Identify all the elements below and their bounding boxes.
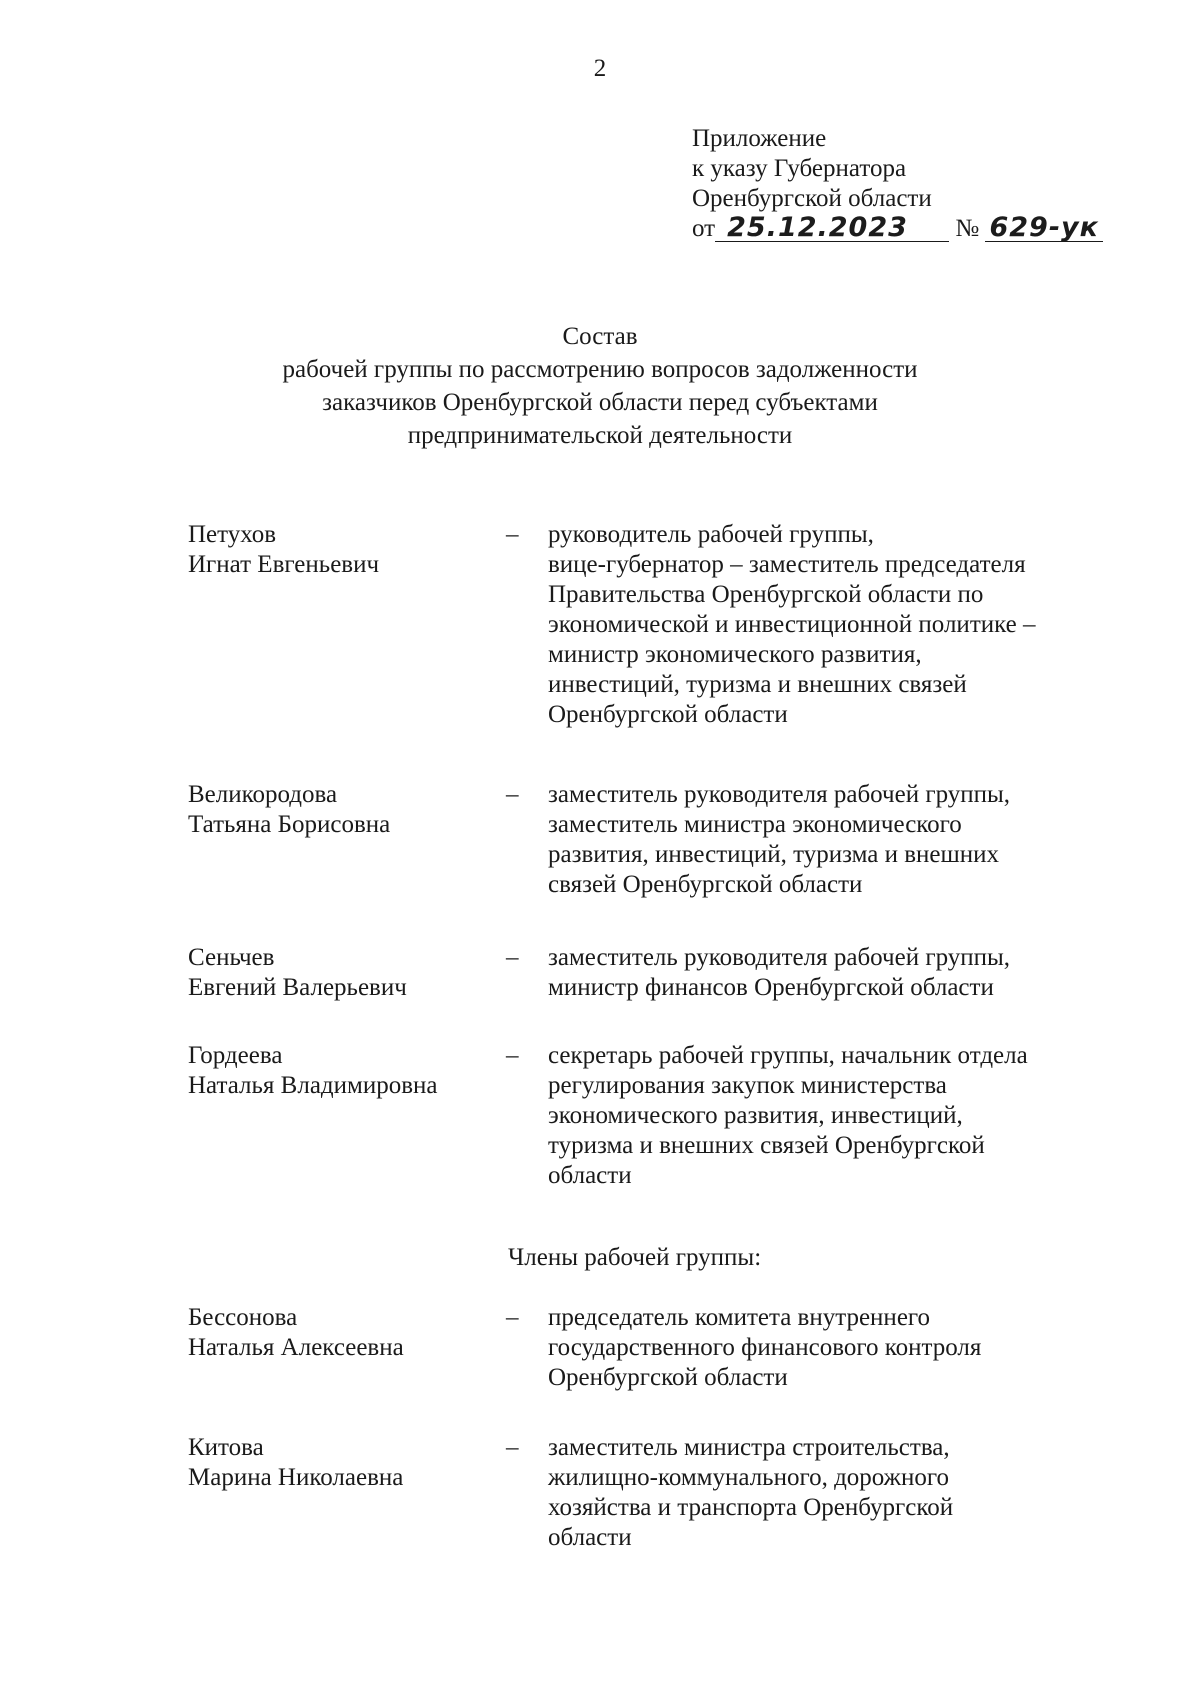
member-given-names: Наталья Владимировна [188,1072,438,1099]
description-line: секретарь рабочей группы, начальник отдела [548,1042,1028,1069]
member-name [188,1041,508,1101]
description-line: заместитель руководителя рабочей группы, [548,781,1011,808]
description-line: развития, инвестиций, туризма и внешних [548,841,1000,868]
description-line: хозяйства и транспорта Оренбургской [548,1494,954,1521]
appendix-line-2: к указу Губернатора [692,155,907,182]
member-given-names: Татьяна Борисовна [188,811,391,838]
member-name [188,943,508,1003]
description-line: регулирования закупок министерства [548,1072,947,1099]
page-number: 2 [593,55,607,82]
member-description [548,780,1118,900]
description-line: области [548,1524,632,1551]
title-line-1: рабочей группы по рассмотрению вопросов задолженности [282,356,918,383]
description-line: вице-губернатор – заместитель председателя [548,551,1026,578]
decree-number-handwritten: 629-ук [985,215,1103,242]
member-given-names: Марина Николаевна [188,1464,404,1491]
description-line: заместитель министра экономического [548,811,962,838]
description-line: министр финансов Оренбургской области [548,974,994,1001]
description-line: экономического развития, инвестиций, [548,1102,963,1129]
title-line-3: предпринимательской деятельности [407,422,793,449]
member-name [188,1303,508,1363]
description-line: председатель комитета внутреннего [548,1304,931,1331]
dash-separator: – [506,1304,519,1331]
description-line: Оренбургской области [548,1364,788,1391]
document-title [0,320,1200,452]
member-description [548,1433,1118,1553]
member-surname: Петухов [188,521,277,548]
from-label: от [692,215,716,242]
description-line: связей Оренбургской области [548,871,863,898]
member-description [548,520,1118,730]
member-description [548,1041,1118,1191]
description-line: туризма и внешних связей Оренбургской [548,1132,985,1159]
description-line: области [548,1162,632,1189]
dash-separator: – [506,944,519,971]
description-line: заместитель министра строительства, [548,1434,950,1461]
member-given-names: Евгений Валерьевич [188,974,407,1001]
member-given-names: Игнат Евгеньевич [188,551,380,578]
member-surname: Сеньчев [188,944,275,971]
member-description [548,943,1118,1003]
description-line: министр экономического развития, [548,641,922,668]
appendix-header [692,124,1103,244]
member-given-names: Наталья Алексеевна [188,1334,404,1361]
members-heading: Члены рабочей группы: [508,1244,762,1271]
description-line: Оренбургской области [548,701,788,728]
decree-date-number-line [692,214,1103,244]
decree-date-handwritten: 25.12.2023 [715,215,949,242]
member-name [188,780,508,840]
member-surname: Китова [188,1434,264,1461]
appendix-line-3: Оренбургской области [692,185,932,212]
dash-separator: – [506,1042,519,1069]
dash-separator: – [506,1434,519,1461]
member-name [188,1433,508,1493]
description-line: руководитель рабочей группы, [548,521,874,548]
dash-separator: – [506,521,519,548]
description-line: жилищно-коммунального, дорожного [548,1464,949,1491]
description-line: экономической и инвестиционной политике – [548,611,1036,638]
description-line: инвестиций, туризма и внешних связей [548,671,967,698]
member-surname: Бессонова [188,1304,298,1331]
number-sign: № [955,215,980,242]
member-description [548,1303,1118,1393]
description-line: государственного финансового контроля [548,1334,982,1361]
description-line: Правительства Оренбургской области по [548,581,984,608]
dash-separator: – [506,781,519,808]
member-name [188,520,508,580]
member-surname: Гордеева [188,1042,283,1069]
title-line-2: заказчиков Оренбургской области перед субъектами [322,389,878,416]
title-heading: Состав [562,323,638,350]
appendix-line-1: Приложение [692,125,827,152]
member-surname: Великородова [188,781,338,808]
description-line: заместитель руководителя рабочей группы, [548,944,1011,971]
